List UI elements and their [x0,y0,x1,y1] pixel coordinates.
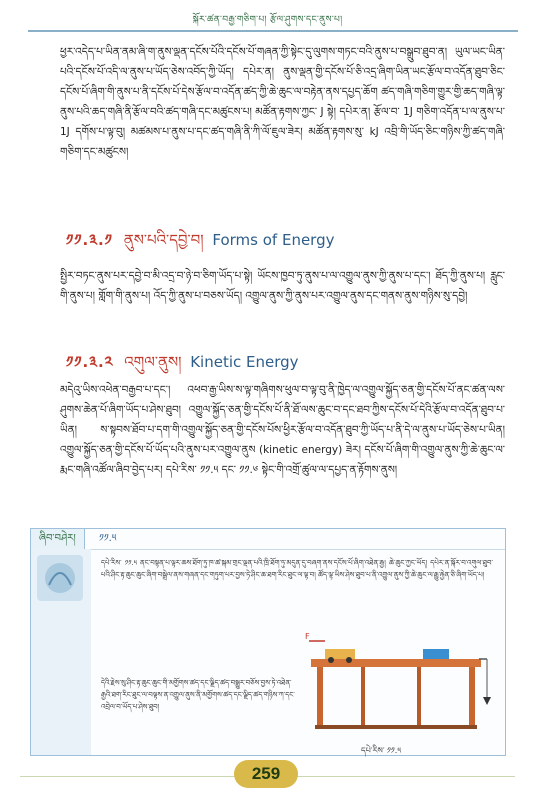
section-number: ༡༡.༣.༡ [66,231,113,249]
experiment-label: ཞིབ་བཤེར། [31,529,85,549]
section-title-english: Kinetic Energy [190,353,299,371]
kinetic-paragraph: མདེའུ་ཡིས་འཕེན་བརྒྱབ་པ་དང་། འཕབ་རྒྱ་ཡིས་ས་ལྟ་གཞིགས་ཕུལ་བ་ལྟ་བུ་ནི་ཁྱེད་ལ་འགྱུལ་སྐྱོད་ཅན་གྱི་དངོས་པོ་ནང་ཚན་ལས་ཤུགས་ཆེན་པོ་ཞིག་ཡོད་པ་ཤེས་ཐུབ། འགྱུལ་སྐྱོད་ཅན་གྱི་དངོས་པོ་ནི་ཐོ་ལས་ཆུང་བ་དང་ཐབ་ཀྱིས་དངོས་པོ་དེའི་རྩོལ་བ་འདོན་ཐུབ་པ་ཡིན། ས་སྟབས་ཐོབ་པ་དག་གི་འགྱུལ་སྐྱོད་ཅན་གྱི་དངོས་པོས་ཕྱིར་རྩོལ་བ་འདོན་ཐུབ་ཀྱི་ཡོད་པ་ནི་དེ་ལ་ནུས་པ་ཡོད་ཅེས་པ་ཡིན། འགྱུལ་སྐྱོད་ཅན་གྱི་དངོས་པོ་ཡོད་པའི་ནུས་པར་འགྱུལ་ནུས (kinetic energy) ཟེར། དངོས་པོ་ཞིག་གི་འགྱུལ་ནུས་ཀྱི་ཆེ་ཆུང་ལ་རྨང་གཞི་འཚོལ་ཞིབ་བྱེད་པར། དཔེ་རིས་ ༡༡.༥ དང་ ༡༡.༦ སྟེང་གི་འགྲོ་ཚུལ་ལ་དཔྱད་ན་རྟོགས་ནུས། [60,384,505,476]
section-heading-forms-of-energy [66,224,334,266]
section-title-tibetan: འགུལ་ནུས། [124,353,182,371]
force-label: F [305,632,310,641]
running-header: སྐོར་ཚན་བརྒྱ་གཅིག་པ། རྩོལ་ཤུགས་དང་ནུས་པ། [192,15,343,25]
experiment-text-lower: དེའི་རྗེས་སུ་ཤིང་རྟ་ཆུང་ཆུང་གི་མགྱོགས་ཚད་དང་ལྗིད་ཚད་བསྒྱུར་བཅོས་བྱས་ཏེ་འཐེན་རྒྱའི་ཐག་རིང་ཐུང་ལ་བལྟས་ན་འགྱུལ་ནུས་ནི་མགྱོགས་ཚད་དང་ལྗིད་ཚད་གཉིས་ཀ་དང་འབྲེལ་བ་ཡོད་པ་ཤེས་ཐུབ། [101,679,295,711]
experiment-text: དཔེ་རིས་ ༡༡.༥ ནང་བསྟན་པ་ལྟར་ཆས་ཐོག་ཏུ་ཁ་ཚ་སྐམ་གྲང་ལྡན་པའི་ཁྲི་ཐོག་ཏུ་མདུན་དུ་བཞག་ནས་དངོས་པོ་ཞིག་འཐེན་རྒྱ། ཆེ་ཆུང་ཀྱང་ཡོད། དཔེར་ན་སྐོར་བ་འགུལ་ཐུབ་པའི་ཤིང་རྟ་ཆུང་ཆུང་ཞིག་བསྒྲེལ་ནས་གཞན་དང་གཏུག་པར་བྱས་ཏེ་ཤིང་ཆ་ཐག་རིང་ཐུང་ལ་ལྟ་བ། ཚོད་ལྟ་ཡིས་ཤེས་ཐུབ་པ་ནི་འགྱུལ་ནུས་ཀྱི་ཆེ་ཆུང་ལ་རྒྱུ་རྐྱེན་ཅི་ཞིག་ཡོད་པ། [101,559,493,579]
section-number: ༡༡.༣.༢ [66,353,114,371]
forms-paragraph: སྤྱིར་བཏང་ནུས་པར་དབྱེ་བ་མི་འདྲ་བ་ཉེ་བ་ཅིག་ཡོད་པ་སྟེ། ཡོངས་ཁྱབ་ཏུ་ནུས་པ་ལ་འགྱུལ་ནུས་ཀྱི་ནུས་པ་དང་། ཐོད་ཀྱི་ནུས་པ། རླུང་གི་ནུས་པ། གློག་གི་ནུས་པ། འོད་ཀྱི་ནུས་པ་བཅས་ཡོད། འགྱུལ་ནུས་ཀྱི་ནུས་པར་འགྱུལ་ནུས་དང་གནས་ནུས་གཉིས་སུ་དབྱེ། [60,270,505,302]
header-rule [28,30,518,32]
section-title-english: Forms of Energy [212,231,335,249]
experiment-box [30,528,506,756]
cart-experiment-illustration [301,629,501,734]
experiment-decoration-icon [37,555,83,601]
section-title-tibetan: ནུས་པའི་དབྱེ་བ། [123,231,204,249]
figure-caption: དཔེ་རིས་ ༡༡.༥ [361,746,401,755]
experiment-box-header [31,529,505,550]
page-number: 259 [234,760,298,788]
intro-paragraph: ཕྱར་འདེད་པ་ཡིན་ནམ་ཞི་ག་ནུས་ལྡན་དངོས་པོའི་དངོས་པོ་གཞན་ཀྱི་སྟེང་དུ་ལུགས་གཏང་བའི་ནུས་པ་བསྒྲུབ་ཐུབ་ན། ཡུལ་ཡང་ཡིན་པའི་དངོས་པོ་འདི་ལ་ནུས་པ་ཡོད་ཅེས་འབོད་ཀྱི་ཡོད། དཔེར་ན། ནུས་ལྡན་གྱི་དངོས་པོ་ཅི་འདྲ་ཞིག་ཡིན་ཡང་རྩོལ་བ་འདོན་ཐུབ་ཅིང་དངོས་པོ་ཞིག་གི་ནུས་པ་ནི་དངོས་པོ་དེས་རྩོལ་བ་འདོན་ཚད་ཀྱི་ཆེ་ཆུང་ལ་བརྟེན་ནས་དཔྱད་ཆོག ཚད་གཞི་གཅིག་གྱུར་གྱི་ཆད་གཞི་ལྟ་ནུས་པའི་ཆད་གཞི་ནི་རྩོལ་བའི་ཚད་གཞི་དང་མཚུངས་པ། མཚོན་རྟགས་ཀྱང་ J སྟེ། དཔེར་ན། རྩོལ་བ་ 1J གཅིག་འདོན་པ་ལ་ནུས་པ་ 1J དགོས་པ་ལྟ་བུ། མཚམས་པ་ནུས་པ་དང་ཚད་གཞི་ནི་ཀི་ལོ་ཇུལ་ཟེར། མཚོན་རྟགས་སུ་ kJ འབྲི་གི་ཡོད་ཅིང་གཉིས་ཀྱི་ཚད་གཞི་གཅིག་དང་མཚུངས། [60,46,505,158]
experiment-number: ༡༡.༥ [99,533,117,544]
